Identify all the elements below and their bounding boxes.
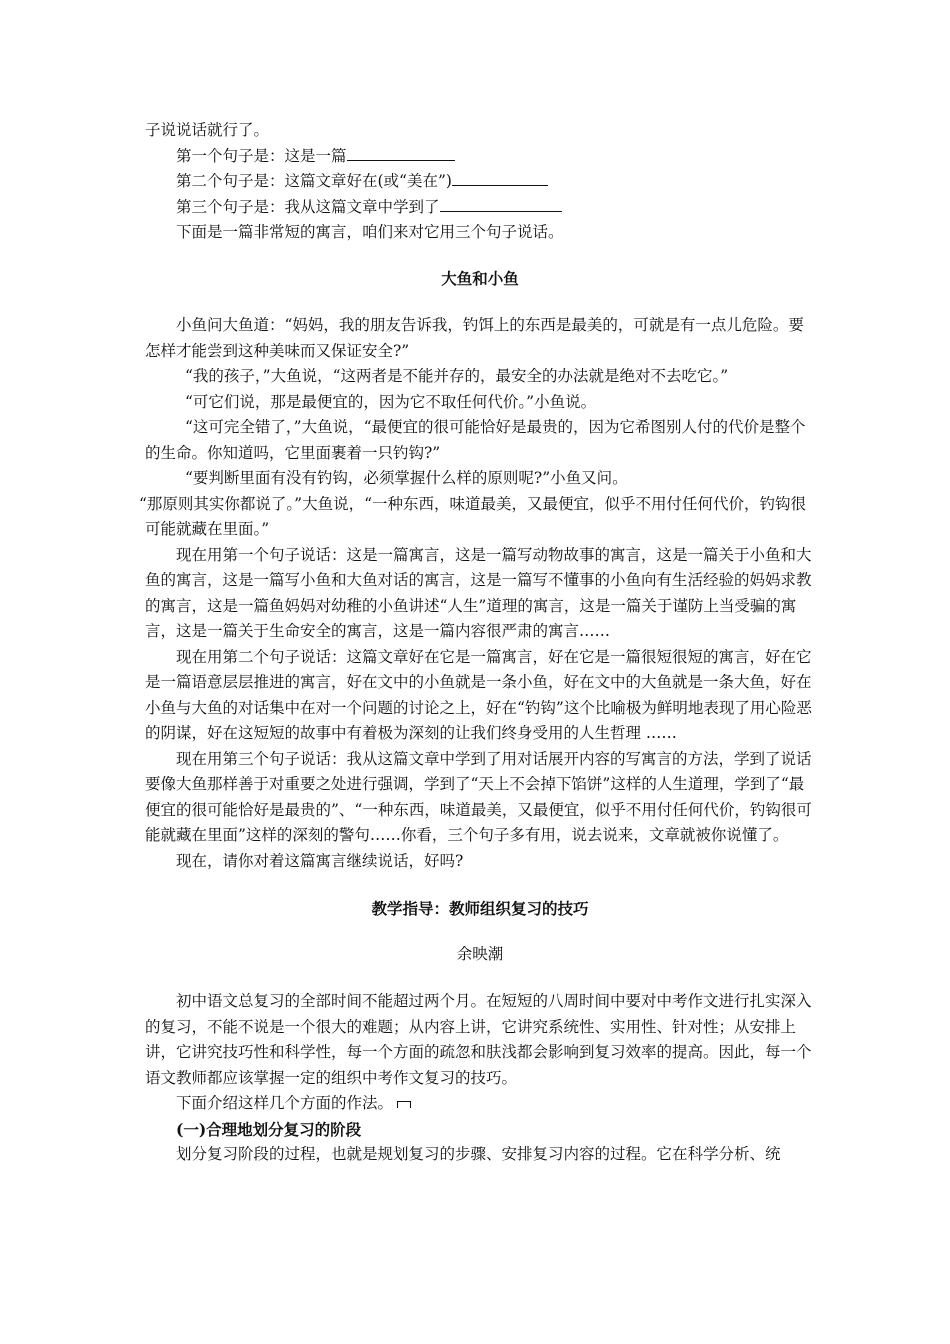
fable-paragraph: “我的孩子，”大鱼说，“这两者是不能并存的，最安全的办法就是绝对不去吃它。” — [185, 367, 729, 385]
fable-title: 大鱼和小鱼 — [441, 268, 519, 288]
article-paragraph: 初中语文总复习的全部时间不能超过两个月。在短短的八周时间中要对中考作文进行扎实深入的复习，不能不说是一个很大的难题；从内容上讲，它讲究系统性、实用性、针对性；从安排上讲，它讲究技巧性和科学性，每一个方面的疏忽和肤浅都会影响到复习效率的提高。因此，每一个语文教师都应该掌握一定的组织中考作文复习的技巧。 — [145, 992, 812, 1087]
analysis-paragraph: 现在用第一个句子说话：这是一篇寓言，这是一篇写动物故事的寓言，这是一篇关于小鱼和大鱼的寓言，这是一篇写小鱼和大鱼对话的寓言，这是一篇写不懂事的小鱼向有生活经验的妈妈求教的寓言，这是一篇鱼妈妈对幼稚的小鱼讲述“人生”道理的寓言，这是一篇关于谨防上当受骗的寓言，这是一篇关于生命安全的寓言，这是一篇内容很严肃的寓言…… — [145, 545, 812, 640]
sentence-three-prompt — [145, 195, 815, 221]
sentence-one-prompt — [145, 144, 815, 170]
sentence-two-text: 第二个句子是：这篇文章好在(或“美在”) — [176, 172, 452, 190]
sentence-two-prompt — [145, 169, 815, 195]
fable-paragraph: “可它们说，那是最便宜的，因为它不取任何代价。”小鱼说。 — [185, 392, 597, 411]
document-page — [139, 118, 815, 1168]
analysis-paragraph: 现在用第二个句子说话：这篇文章好在它是一篇寓言，好在它是一篇很短很短的寓言，好在它是一篇语意层层推进的寓言，好在文中的小鱼就是一条小鱼，好在文中的大鱼就是一条大鱼，好在小鱼与大鱼的对话集中在对一个问题的讨论之上，好在“钓钩”这个比喻极为鲜明地表现了用心险恶的阴谋，好在这短短的故事中有着极为深刻的让我们终身受用的人生哲理 …… — [145, 647, 812, 742]
article-paragraph-text: 下面介绍这样几个方面的作法。 — [176, 1094, 394, 1112]
article-paragraph — [145, 1091, 815, 1117]
sentence-three-text: 第三个句子是：我从这篇文章中学到了 — [176, 197, 440, 216]
fable-paragraph: 小鱼问大鱼道：“妈妈，我的朋友告诉我，钓饵上的东西是最美的，可就是有一点儿危险。要怎样才能尝到这种美味而又保证安全?” — [145, 316, 804, 360]
fable-paragraph: “要判断里面有没有钓钩，必须掌握什么样的原则呢?”小鱼又问。 — [185, 469, 628, 487]
bracket-mark-icon — [397, 1101, 411, 1108]
article-title: 教学指导：教师组织复习的技巧 — [371, 899, 589, 918]
fable-paragraph: “这可完全错了，”大鱼说，“最便宜的很可能恰好是最贵的，因为它希图别人付的代价是整个的生命。你知道吗，它里面裹着一只钓钩?” — [145, 418, 806, 462]
sentence-one-text: 第一个句子是：这是一篇 — [176, 146, 347, 165]
intro-lead: 下面是一篇非常短的寓言，咱们来对它用三个句子说话。 — [176, 223, 564, 241]
sentence-three-blank — [440, 195, 562, 212]
intro-line: 子说说话就行了。 — [145, 121, 270, 139]
analysis-paragraph: 现在，请你对着这篇寓言继续说话，好吗? — [176, 851, 464, 870]
analysis-paragraph: 现在用第三个句子说话：我从这篇文章中学到了用对话展开内容的写寓言的方法，学到了说话要像大鱼那样善于对重要之处进行强调，学到了“天上不会掉下馅饼”这样的人生道理，学到了“最便宜的很可能恰好是最贵的”、“一种东西，味道最美，又最便宜，似乎不用付任何代价，钓钩很可能就藏在里面”这样的深刻的警句……你看，三个句子多有用，说去说来，文章就被你说懂了。 — [145, 749, 812, 844]
article-paragraph: 划分复习阶段的过程，也就是规划复习的步骤、安排复习内容的过程。它在科学分析、统 — [176, 1145, 781, 1163]
fable-paragraph: “那原则其实你都说了。”大鱼说，“一种东西，味道最美，又最便宜，似乎不用付任何代价，钓钩很可能就藏在里面。” — [139, 494, 807, 538]
article-author: 余映潮 — [456, 944, 504, 963]
section-heading: (一)合理地划分复习的阶段 — [176, 1119, 362, 1139]
sentence-two-blank — [452, 169, 548, 186]
sentence-one-blank — [347, 144, 455, 161]
